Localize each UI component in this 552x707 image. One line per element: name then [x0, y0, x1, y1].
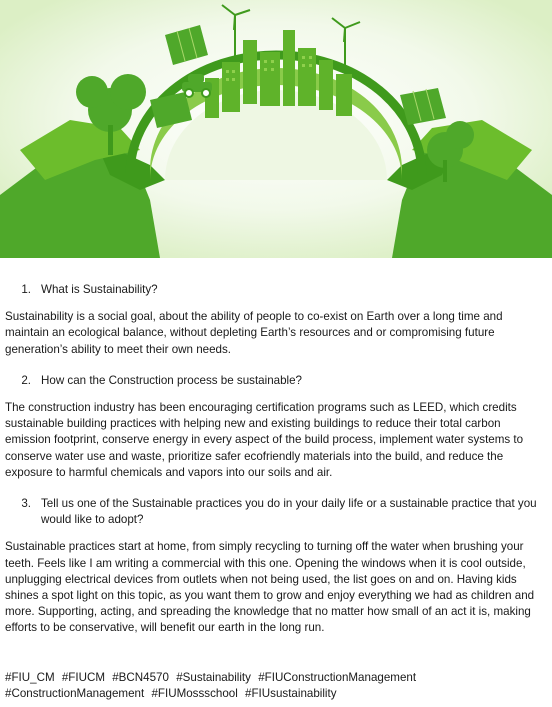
hashtag[interactable]: #FIUsustainability — [245, 687, 337, 701]
question-3 — [5, 496, 549, 528]
answer-2: The construction industry has been encouraging certification programs such as LEED, which credits sustainable building practices with helping new and existing buildings to reduce their total carbon emission footprint, conserve energy in every aspect of the build process, implement water systems to conserve water use and waste, prioritize safer ecofriendly materials into the build, and reduce the exposure to harmful chemicals and vapors into our soils and air. — [5, 401, 524, 479]
question-number: 1. — [21, 283, 31, 296]
question-1 — [5, 282, 549, 298]
hashtag[interactable]: #BCN4570 — [112, 671, 169, 684]
question-text: What is Sustainability? — [41, 283, 158, 296]
hashtag[interactable]: #Sustainability — [176, 671, 251, 684]
hashtag[interactable]: #FIUMossschool — [151, 687, 238, 701]
answer-3: Sustainable practices start at home, from simply recycling to turning off the water when brushing your teeth. Feels like I am writing a commercial with this one. Opening the windows when it is cool outside, unplugging electrical devices from outlets when not being used, the list goes on and on. Having kids shines a spot light on this topic, as you want them to grow and enjoy everything we had as children and more. Supporting, acting, and spreading the knowledge that no matter how small of an act it is, making efforts to be conservative, will benefit our earth in the long run. — [5, 540, 535, 635]
hero-image — [0, 0, 552, 258]
article-body — [5, 282, 549, 652]
hashtag-list — [5, 670, 549, 702]
question-number: 3. — [21, 497, 31, 511]
hashtag[interactable]: #ConstructionManagement — [5, 687, 145, 701]
hashtag[interactable]: #FIUConstructionManagement — [258, 671, 417, 684]
hashtag[interactable]: #FIU_CM — [5, 671, 55, 684]
question-number: 2. — [21, 373, 31, 387]
question-text: How can the Construction process be sustainable? — [41, 373, 303, 387]
eco-city-in-hands-icon — [0, 0, 552, 258]
answer-1: Sustainability is a social goal, about the ability of people to co-exist on Earth over a long time and maintain an ecological balance, without depleting Earth’s resources and or compromising future generation’s ability to meet their own needs. — [5, 310, 503, 356]
question-2 — [5, 373, 549, 389]
hashtag[interactable]: #FIUCM — [61, 671, 105, 684]
question-text: Tell us one of the Sustainable practices you do in your daily life or a sustainable practice that you would like to adopt? — [41, 497, 537, 527]
